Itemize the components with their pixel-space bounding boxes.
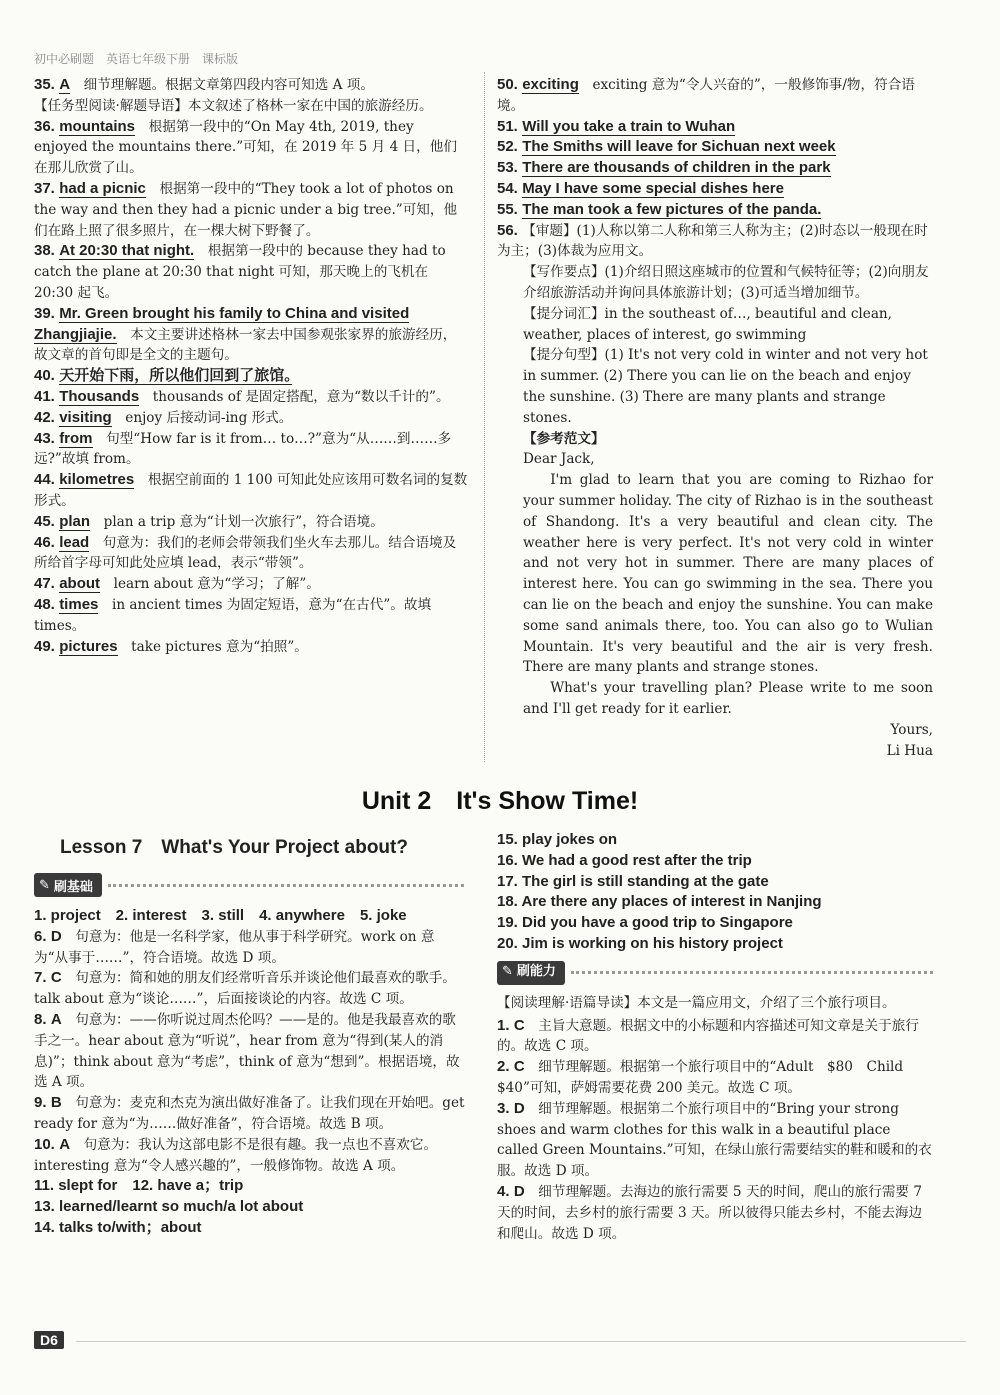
answer-item (34, 595, 468, 637)
item-number: 38. (34, 242, 55, 260)
answer-item (34, 304, 468, 366)
pencil-icon: ✎ (39, 877, 50, 893)
item-explanation: 句意为：他是一名科学家，他从事于科学研究。work on 意为“从事于……”，符合语境。故选 D 项。 (34, 928, 435, 966)
answer-item (34, 927, 468, 969)
badge-ability-row (497, 961, 933, 985)
item-answer: C (50, 969, 62, 987)
item-number: 8. (34, 1010, 47, 1028)
item-explanation: 句意为：——你听说过周杰伦吗？——是的。他是我最喜欢的歌手之一。hear about 意为“听说”，hear from 意为“得到(某人的消息)”；think about 意为“考虑”，think of 意为“想到”。根据语境，故选 A 项。 (34, 1011, 460, 1091)
answer-item (497, 200, 933, 221)
item-answer: pictures (59, 637, 118, 655)
pencil-icon: ✎ (502, 964, 513, 980)
item-number: 10. (34, 1135, 55, 1153)
answer-item (34, 533, 468, 575)
item-answer: exciting (522, 76, 579, 93)
letter-signature: Li Hua (886, 742, 933, 759)
item-number: 43. (34, 429, 55, 447)
item-number: 47. (34, 575, 55, 593)
item-answer: about (59, 575, 101, 593)
q56-cihui: 【提分词汇】in the southeast of…, beautiful and clean, weather, places of interest, go swimming (523, 305, 893, 343)
answer-item (34, 75, 468, 96)
letter-closing: Yours, (890, 721, 933, 738)
sample-letter (523, 449, 933, 761)
item-number: 36. (34, 117, 55, 135)
q56-shenti: 【审题】(1)人称以第二人称和第三人称为主；(2)时态以一般现在时为主；(3)体裁为应用文。 (497, 222, 928, 260)
q56-fanwen-label: 【参考范文】 (523, 430, 605, 447)
item-answer: lead (59, 533, 90, 551)
item-explanation: 句意为：我认为这部电影不是很有趣。我一点也不喜欢它。interesting 意为“令人感兴趣的”，一般修饰物。故选 A 项。 (34, 1136, 438, 1174)
item-explanation: 句意为：麦克和杰克为演出做好准备了。让我们现在开始吧。get ready for 意为“为……做好准备”，符合语境。故选 B 项。 (34, 1095, 465, 1132)
answer-line: 18. Are there any places of interest in Nanjing (497, 893, 822, 911)
answer-item (34, 637, 468, 658)
item-number: 46. (34, 533, 55, 551)
badge-basic (34, 873, 102, 897)
item-explanation: 根据第一段中的“On May 4th, 2019, they enjoyed the mountains there.”可知，在 2019 年 5 月 4 日，他们在那儿欣赏了山。 (34, 118, 457, 177)
item-number: 7. (34, 969, 47, 987)
item-number: 4. (497, 1182, 510, 1200)
item-answer: kilometres (59, 471, 135, 489)
left-bottom-answers (34, 906, 468, 1239)
item-answer: had a picnic (59, 179, 146, 197)
letter-para-2: What's your travelling plan? Please write to me soon and I'll get ready for it earlier. (523, 680, 933, 717)
unit-title: Unit 2 It's Show Time! (361, 787, 639, 815)
answer-item (497, 117, 933, 138)
item-explanation: thousands of 是固定搭配，意为“数以千计的”。 (152, 388, 450, 405)
item-answer: 天开始下雨，所以他们回到了旅馆。 (59, 367, 292, 385)
item-number: 3. (497, 1099, 510, 1117)
answer-item (34, 387, 468, 408)
dotted-rule (108, 884, 464, 887)
q56-juxing: 【提分句型】(1) It's not very cold in winter and not very hot in summer. (2) There you can lie on the beach and enjoy the sunshine. (3) There are many plants and strange stones. (523, 347, 928, 426)
lesson-title: Lesson 7 What's Your Project about? (60, 837, 408, 858)
item-explanation: 本文主要讲述格林一家去中国参观张家界的旅游经历，故文章的首句即是全文的主题句。 (34, 326, 457, 364)
basic-line-1: 1. project 2. interest 3. still 4. anywhere 5. joke (34, 907, 407, 924)
item-explanation: 句意为：简和她的朋友们经常听音乐并谈论他们最喜欢的歌手。talk about 意为“谈论……”，后面接谈论的内容。故选 C 项。 (34, 970, 456, 1008)
letter-salutation: Dear Jack, (523, 451, 595, 468)
item-answer: Thousands (59, 387, 140, 405)
badge-basic-label: 刷基础 (53, 879, 93, 895)
item-answer: times (59, 595, 99, 613)
answer-item (34, 96, 468, 117)
answer-item (34, 574, 468, 595)
item-answer: A (50, 1010, 62, 1028)
item-number: 54. (497, 179, 518, 197)
answer-item (34, 179, 468, 241)
answer-line: 20. Jim is working on his history project (497, 934, 783, 952)
answer-line: 14. talks to/with；about (34, 1218, 202, 1236)
item-answer: There are thousands of children in the park (522, 159, 831, 177)
item-explanation: enjoy 后接动词-ing 形式。 (125, 409, 293, 426)
answer-item (497, 1057, 933, 1099)
badge-basic-row (34, 873, 464, 897)
item-answer: C (513, 1058, 525, 1076)
left-top-answers (34, 75, 468, 657)
page-header: 初中必刷题 英语七年级下册 课标版 (34, 52, 239, 66)
item-answer: from (59, 429, 93, 447)
item-explanation: 细节理解题。去海边的旅行需要 5 天的时间，爬山的旅行需要 7 天的时间，去乡村的旅行需要 3 天。所以彼得只能去乡村，不能去海边和爬山。故选 D 项。 (497, 1183, 923, 1242)
item-answer: A (59, 76, 71, 93)
right-bottom-answers (497, 830, 933, 1244)
badge-ability (497, 961, 565, 985)
answer-item (34, 968, 468, 1010)
item-answer: The Smiths will leave for Sichuan next week (522, 138, 836, 156)
item-number: 50. (497, 76, 518, 93)
answer-item (34, 512, 468, 533)
item-answer: Mr. Green brought his family to China and visited Zhangjiajie. (34, 304, 410, 343)
page-number: D6 (34, 1331, 64, 1349)
item-answer: D (50, 927, 62, 945)
answer-item (34, 470, 468, 512)
item-number: 9. (34, 1094, 47, 1112)
column-divider (484, 72, 485, 762)
answer-item (34, 429, 468, 471)
item-number: 35. (34, 76, 55, 93)
item-explanation: 主旨大意题。根据文中的小标题和内容描述可知文章是关于旅行的。故选 C 项。 (497, 1017, 919, 1055)
item-answer: D (513, 1182, 525, 1200)
answer-line: 19. Did you have a good trip to Singapore (497, 914, 793, 932)
item-answer: visiting (59, 408, 112, 426)
answer-item (34, 1135, 468, 1177)
item-explanation: 细节理解题。根据文章第四段内容可知选 A 项。 (83, 77, 374, 93)
answer-line: 13. learned/learnt so much/a lot about (34, 1198, 304, 1216)
item-explanation: 根据第一段中的“They took a lot of photos on the way and then they had a picnic under a big tree.”可知，他们在路上照了很多照片，在一棵大树下野餐了。 (34, 180, 458, 239)
letter-para-1: I'm glad to learn that you are coming to Rizhao for your summer holiday. The city of Rizhao is in the southeast of Shandong. It's a very beautiful and clean city. The weather here is very perfect. It's not very cold in winter and not very hot in summer. There are many places of interest here. You can go swimming in the sea. There you can lie on the beach and enjoy the sunshine. You can make some sand animals there, too. You can also go to Wulian Mountain. It's very beautiful and the air is very fresh. There are many plants and strange stones. (523, 472, 933, 676)
item-explanation: in ancient times 为固定短语，意为“在古代”。故填 times。 (34, 596, 432, 634)
answer-item (34, 241, 468, 303)
q56-body (497, 262, 933, 761)
q56-number: 56. (497, 221, 518, 239)
item-explanation: 【任务型阅读·解题导语】本文叙述了格林一家在中国的旅游经历。 (34, 97, 433, 114)
q56-xiezuo: 【写作要点】(1)介绍日照这座城市的位置和气候特征等；(2)向朋友介绍旅游活动并询问具体旅游计划；(3)可适当增加细节。 (523, 264, 929, 301)
item-answer: The man took a few pictures of the panda. (522, 200, 822, 218)
item-number: 52. (497, 138, 518, 156)
item-answer: At 20:30 that night. (59, 242, 195, 260)
q56-block (497, 221, 933, 263)
answer-item (497, 158, 933, 179)
answer-item (497, 137, 933, 158)
answer-line: 15. play jokes on (497, 831, 618, 848)
item-explanation: learn about 意为“学习；了解”。 (113, 576, 320, 593)
reading-intro: 【阅读理解·语篇导读】本文是一篇应用文，介绍了三个旅行项目。 (497, 994, 896, 1011)
item-number: 1. (497, 1016, 510, 1034)
item-explanation: 句型“How far is it from… to…?”意为“从……到……多远?”故填 from。 (34, 430, 452, 468)
item-number: 41. (34, 387, 55, 405)
item-number: 2. (497, 1058, 510, 1076)
right-top-answers (497, 75, 933, 761)
item-number: 53. (497, 159, 518, 177)
item-explanation: 根据空前面的 1 100 可知此处应该用可数名词的复数形式。 (34, 472, 468, 509)
answer-item (497, 75, 933, 117)
item-explanation: 根据第一段中的 because they had to catch the plane at 20:30 that night 可知，那天晚上的飞机在 20:30 起飞。 (34, 243, 446, 301)
item-explanation: take pictures 意为“拍照”。 (131, 638, 308, 655)
item-number: 40. (34, 367, 55, 385)
item-explanation: 细节理解题。根据第一个旅行项目中的“Adult $80 Child $40”可知，萨姆需要花费 200 美元。故选 C 项。 (497, 1059, 917, 1096)
item-answer: D (513, 1099, 525, 1117)
answer-line: 11. slept for 12. have a；trip (34, 1177, 244, 1195)
answer-item (34, 408, 468, 429)
item-answer: mountains (59, 117, 136, 135)
answer-item (34, 1010, 468, 1093)
item-number: 42. (34, 408, 55, 426)
answer-item (34, 366, 468, 387)
answer-item (497, 179, 933, 200)
item-number: 37. (34, 179, 55, 197)
answer-item (497, 1099, 933, 1182)
item-number: 39. (34, 304, 55, 322)
item-number: 6. (34, 927, 47, 945)
dotted-rule (571, 971, 933, 974)
item-number: 45. (34, 512, 55, 530)
item-answer: May I have some special dishes here (522, 179, 784, 197)
answer-line: 17. The girl is still standing at the gate (497, 872, 769, 890)
answer-item (497, 1182, 933, 1244)
item-answer: plan (59, 512, 91, 530)
item-explanation: exciting 意为“令人兴奋的”，一般修饰事/物，符合语境。 (497, 77, 915, 114)
item-number: 55. (497, 200, 518, 218)
item-explanation: 句意为：我们的老师会带领我们坐火车去那儿。结合语境及所给首字母可知此处应填 lead，表示“带领”。 (34, 534, 457, 572)
item-explanation: 细节理解题。根据第二个旅行项目中的“Bring your strong shoes and warm clothes for this walk in a beautiful place called Green Mountains.”可知，在绿山旅行需要结实的鞋和暖和的衣服。故选 D 项。 (497, 1100, 932, 1180)
item-number: 44. (34, 471, 55, 489)
item-answer: C (513, 1016, 525, 1034)
answer-item (34, 1093, 468, 1135)
item-explanation: plan a trip 意为“计划一次旅行”，符合语境。 (103, 513, 384, 530)
answer-item (34, 117, 468, 179)
answer-item (497, 1016, 933, 1058)
item-number: 51. (497, 117, 518, 135)
answer-line: 16. We had a good rest after the trip (497, 851, 752, 869)
badge-ability-label: 刷能力 (516, 964, 556, 980)
item-number: 49. (34, 637, 55, 655)
footer-rule (76, 1341, 966, 1342)
item-answer: B (50, 1094, 62, 1112)
item-number: 48. (34, 595, 55, 613)
item-answer: Will you take a train to Wuhan (522, 117, 736, 135)
item-answer: A (59, 1135, 71, 1153)
